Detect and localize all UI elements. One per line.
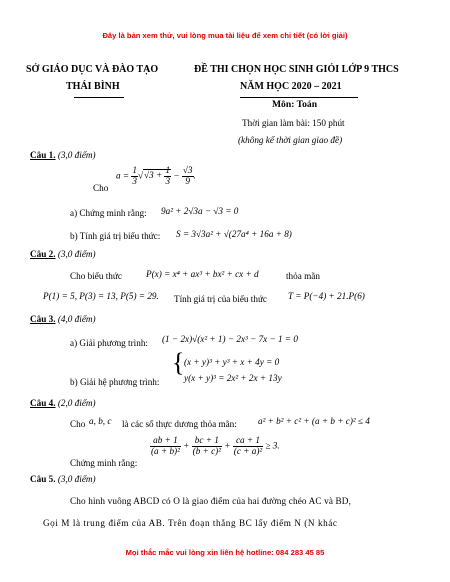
q3-points: (4,0 điểm) bbox=[57, 314, 96, 324]
q3-system-brace: { bbox=[172, 348, 185, 377]
q4-condition-text: là các số thực dương thỏa mãn: bbox=[122, 419, 237, 429]
time-note: (không kể thời gian giao đề) bbox=[238, 135, 343, 145]
q4-inequality-rhs: ≥ 3 bbox=[265, 440, 278, 451]
q3-title: Câu 3. bbox=[30, 314, 56, 324]
q2-values: P(1) = 5, P(3) = 13, P(5) = 29. bbox=[43, 291, 159, 301]
q1-b-label: b) Tính giá trị biểu thức: bbox=[70, 231, 161, 241]
province-name: THÁI BÌNH bbox=[66, 81, 120, 92]
q4-title: Câu 4. bbox=[30, 398, 56, 408]
q2-points: (3,0 điểm) bbox=[57, 249, 96, 259]
q1-a-formula: 9a² + 2√3a − √3 = 0 bbox=[161, 206, 239, 216]
q2-target: T = P(−4) + 21.P(6) bbox=[288, 291, 365, 301]
q3-b-label: b) Giải hệ phương trình: bbox=[70, 377, 160, 387]
q2-heading bbox=[30, 249, 96, 259]
q4-prove-label: Chứng minh rằng: bbox=[70, 458, 138, 468]
left-header-rule bbox=[74, 97, 124, 98]
q5-points: (3,0 điểm) bbox=[57, 474, 96, 484]
department-name: SỞ GIÁO DỤC VÀ ĐÀO TẠO bbox=[26, 64, 159, 75]
q4-condition: a² + b² + c² + (a + b + c)² ≤ 4 bbox=[258, 416, 370, 426]
q2-polynomial: P(x) = x⁴ + ax³ + bx² + cx + d bbox=[146, 269, 259, 279]
q2-title: Câu 2. bbox=[30, 249, 56, 259]
q4-intro: Cho bbox=[70, 419, 86, 429]
q3-heading bbox=[30, 314, 96, 324]
q1-title: Câu 1. bbox=[30, 150, 56, 160]
q2-ask: Tính giá trị của biểu thức bbox=[174, 294, 267, 304]
q5-line1: Cho hình vuông ABCD có O là giao điểm của hai đường chéo AC và BD, bbox=[70, 496, 352, 506]
q1-heading bbox=[30, 150, 96, 160]
q1-b-formula: S = 3√3a² + √(27a⁴ + 16a + 8) bbox=[176, 229, 292, 239]
q5-line2: Gọi M là trung điểm của AB. Trên đoạn thẳng BC lấy điểm N (N khác bbox=[43, 518, 338, 528]
q1-a-definition: a = $\frac{1}{3}$ √√3 + $\frac{1}{3}$ − $\frac{√3}{9}$ . bbox=[116, 165, 196, 186]
subject: Môn: Toán bbox=[272, 99, 318, 110]
q4-inequality: $\frac{ab + 1}{\text{(a + b)²}}$ + $\frac{bc + 1}{\text{(b + c)²}}$ + $\frac{ca + 1}{\text{(c + a)²}}$ ≥ 3. bbox=[151, 435, 280, 456]
top-banner: Đây là bản xem thử, vui lòng mua tài liệu để xem chi tiết (có lời giải) bbox=[102, 31, 348, 40]
q4-vars: a, b, c bbox=[89, 416, 112, 426]
q2-intro: Cho biểu thức bbox=[70, 271, 122, 281]
right-header-rule bbox=[240, 97, 358, 98]
school-year: NĂM HỌC 2020 – 2021 bbox=[240, 81, 342, 92]
q3-system-eq1: (x + y)³ + y³ + x + 4y = 0 bbox=[184, 357, 280, 367]
q4-heading bbox=[30, 398, 96, 408]
bottom-banner: Mọi thắc mắc vui lòng xin liên hệ hotline: 084 283 45 85 bbox=[125, 548, 325, 557]
q1-a-label: a) Chứng minh rằng: bbox=[70, 208, 147, 218]
q3-a-formula: (1 − 2x)√(x² + 1) − 2x³ − 7x − 1 = 0 bbox=[162, 334, 299, 344]
q4-points: (2,0 điểm) bbox=[57, 398, 96, 408]
q2-satisfy: thỏa mãn bbox=[286, 271, 320, 281]
q3-a-label: a) Giải phương trình: bbox=[70, 338, 148, 348]
q1-points: (3,0 điểm) bbox=[57, 150, 96, 160]
q1-intro: Cho bbox=[93, 183, 109, 193]
q5-title: Câu 5. bbox=[30, 474, 56, 484]
q3-system-eq2: y(x + y)³ = 2x² + 2x + 13y bbox=[184, 373, 282, 383]
exam-title: ĐỀ THI CHỌN HỌC SINH GIỎI LỚP 9 THCS bbox=[194, 64, 399, 75]
time-limit: Thời gian làm bài: 150 phút bbox=[242, 118, 345, 128]
q5-heading bbox=[30, 474, 96, 484]
